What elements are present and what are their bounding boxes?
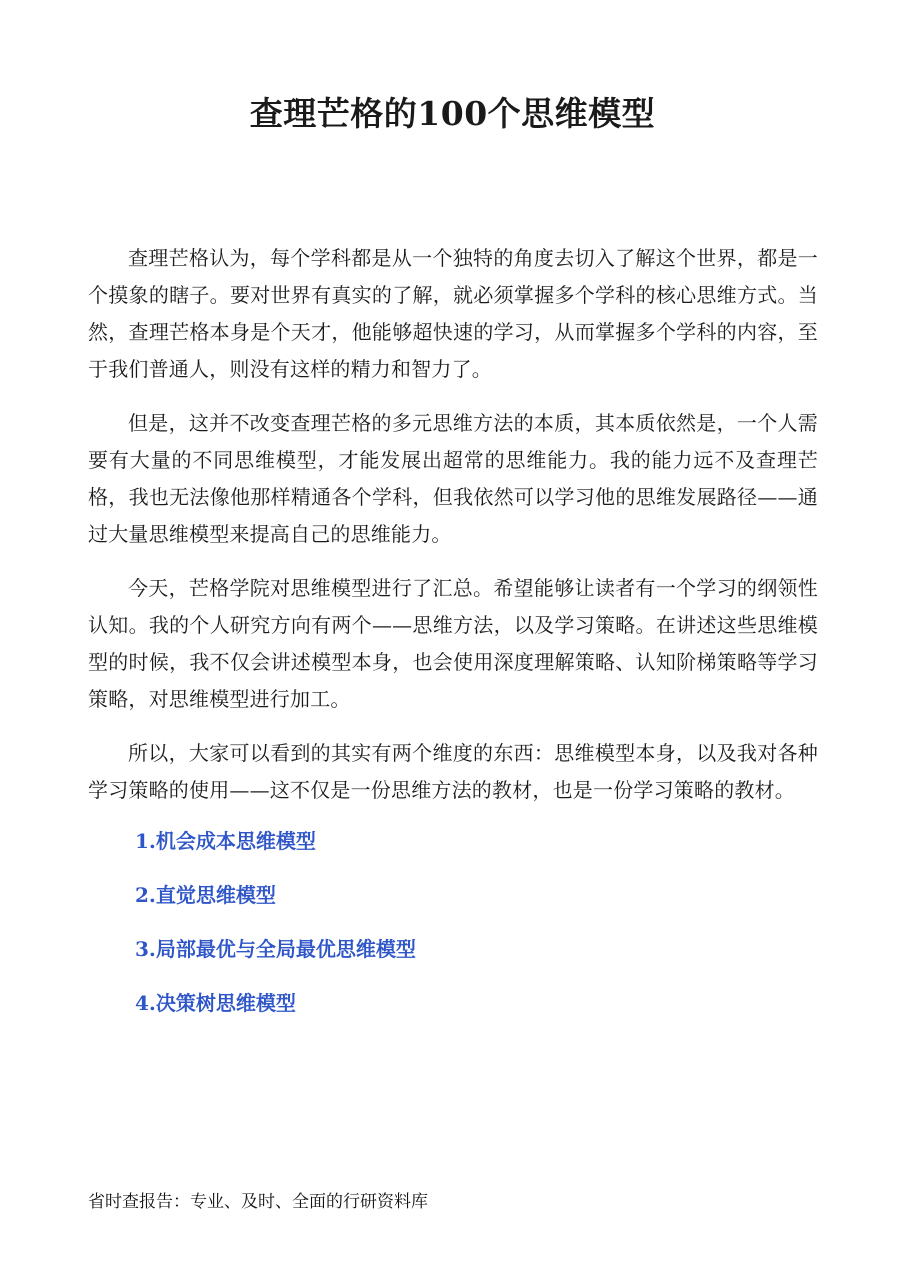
document-body — [88, 240, 818, 1042]
paragraph: 今天，芒格学院对思维模型进行了汇总。希望能够让读者有一个学习的纲领性认知。我的个人研究方向有两个——思维方法，以及学习策略。在讲述这些思维模型的时候，我不仅会讲述模型本身，也会使用深度理解策略、认知阶梯策略等学习策略，对思维模型进行加工。 — [88, 576, 818, 711]
paragraph: 但是，这并不改变查理芒格的多元思维方法的本质，其本质依然是，一个人需要有大量的不同思维模型，才能发展出超常的思维能力。我的能力远不及查理芒格，我也无法像他那样精通各个学科，但我依然可以学习他的思维发展路径——通过大量思维模型来提高自己的思维能力。 — [88, 411, 818, 546]
toc-link-intuition[interactable]: 2.直觉思维模型 — [135, 883, 276, 907]
table-of-contents — [88, 826, 818, 1018]
paragraph: 所以，大家可以看到的其实有两个维度的东西：思维模型本身，以及我对各种学习策略的使用——这不仅是一份思维方法的教材，也是一份学习策略的教材。 — [88, 741, 818, 802]
footer-text: 省时查报告：专业、及时、全面的行研资料库 — [88, 1192, 428, 1212]
paragraph: 查理芒格认为，每个学科都是从一个独特的角度去切入了解这个世界，都是一个摸象的瞎子。要对世界有真实的了解，就必须掌握多个学科的核心思维方式。当然，查理芒格本身是个天才，他能够超快速的学习，从而掌握多个学科的内容，至于我们普通人，则没有这样的精力和智力了。 — [88, 246, 818, 381]
toc-link-local-global-optimum[interactable]: 3.局部最优与全局最优思维模型 — [135, 937, 416, 961]
toc-link-opportunity-cost[interactable]: 1.机会成本思维模型 — [135, 829, 316, 853]
document-title: 查理芒格的100个思维模型 — [249, 94, 656, 133]
toc-link-decision-tree[interactable]: 4.决策树思维模型 — [135, 991, 296, 1015]
